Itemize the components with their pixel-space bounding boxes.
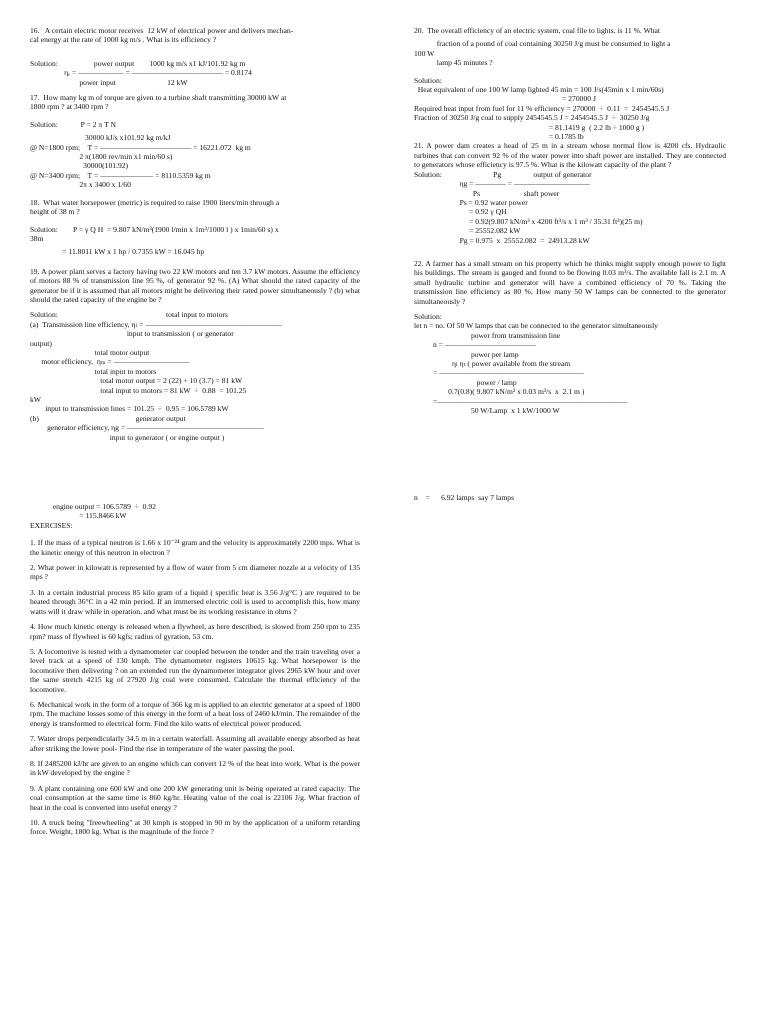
text-line: Required heat input from fuel for 11 % efficiency = 270000 ÷ 0.11 = 2454545.5 J <box>414 103 670 113</box>
solution-20 <box>414 76 726 142</box>
text-line: = 270000 J <box>414 94 596 104</box>
text-line: Solution: total input to motors <box>30 310 228 320</box>
text-line: 17. How many kg m of torque are given to a turbine shaft transmitting 30000 kW at <box>30 93 287 103</box>
text-line: ηₗ ηₜ ( power available from the stream <box>414 359 571 368</box>
text-line: fraction of a pound of coal containing 30250 J/g must be consumed to light a <box>414 39 671 49</box>
text-line: input to transmission lines = 101.25 ÷ 0.95 = 106.5789 kW <box>30 404 229 414</box>
exercises-heading: EXERCISES: <box>30 520 73 530</box>
text-line: lamp 45 minutes ? <box>414 58 493 68</box>
text-line: 2 π(1800 rev/min x1 min/60 s) <box>30 152 173 162</box>
text-line: = 0.1785 lb <box>414 132 584 142</box>
text-line: 16. A certain electric motor receives 12 kW of electrical power and delivers mechan- <box>30 26 294 35</box>
problem-17 <box>30 93 360 112</box>
solution-18 <box>30 225 360 257</box>
text-line: power input 12 kW <box>30 77 188 87</box>
solution-21 <box>414 170 726 245</box>
exercise-item: 4. How much kinetic energy is released when a flywheel, as here described, is slowed from 250 rpm to 235 rpm? mass of flywheel is 60 kgfs; radius of gyration, 53 cm. <box>30 622 360 641</box>
exercise-item: 5. A locomotive is tested with a dynamometer car coupled between the tender and the train traveling over a level track at a speed of 130 kmph. The dynamometer registers 10615 kg. What horsepower is the locomotive then delivering ? on an extended run the dynamometer integrator gives 2965 kW hour and over the same stretch 4215 kg of 27920 J/g coal were consumed. Calculate the thermal efficiency of the locomotive. <box>30 646 360 694</box>
solution-22 <box>414 312 726 415</box>
text-line: total input to motors = 81 kW ÷ 0.88 = 101.25 <box>30 385 247 395</box>
text-line: 30000 kJ/s x101.92 kg m/kJ <box>30 133 171 143</box>
text-line: = 0.92 γ QH <box>414 207 507 217</box>
text-line: Solution: P = 2 π T N <box>30 119 116 129</box>
exercise-item: 8. If 2485200 kJ/hr are given to an engine which can convert 12 % of the heat into work. What is the power in kW developed by the engine ? <box>30 758 360 778</box>
text-line: engine output = 106.5789 ÷ 0.92 <box>30 502 156 512</box>
solution-16 <box>30 59 360 87</box>
text-line: Solution: P = γ Q H = 9.807 kN/m³(1900 l/min x 1m³/1000 l ) x 1min/60 s) x <box>30 224 279 234</box>
text-line: @ N=3400 rpm; T = ――――――― = 8110.5359 kg m <box>30 170 211 180</box>
right-column <box>414 26 726 503</box>
text-line: power / lamp <box>414 377 517 387</box>
problem-21: 21. A power dam creates a head of 25 m in a stream whose normal flow is 4200 cfs. Hydraulic turbines that can convert 92 % of the water power into shaft power are installed. They are connected to generators whose efficiency is 97.5 %. What is the kilowatt capacity of the plant ? <box>414 141 726 170</box>
problem-20 <box>414 26 726 68</box>
text-line: total motor output = 2 (22) + 10 (3.7) = 81 kW <box>30 376 243 386</box>
text-line: n = ―――――――――――― <box>414 340 536 350</box>
text-line: Ps shaft power <box>414 188 560 198</box>
text-line: total motor output <box>30 347 150 357</box>
problem-18 <box>30 198 360 217</box>
text-line: = 11.8011 kW x 1 hp / 0.7355 kW = 16.045 hp <box>30 247 205 257</box>
text-line: Solution: Pg output of generator <box>414 169 592 179</box>
problem-22: 22. A farmer has a small stream on his property which he thinks might supply enough power to light his buildings. The stream is gauged and found to be flowing 0.03 m³/s. The available fall is 2.1 m. A small hydraulic turbine and generator will have a combined efficiency of 70 %. Taking the transmission line efficiency as 80 %, How many 50 W lamps can be connected to the generator simultaneously ? <box>414 258 726 306</box>
text-line: motor efficiency, ηₘ = ―――――――――― <box>30 357 190 367</box>
text-line: = 25552.082 kW <box>414 226 521 236</box>
text-line: (b) generator output <box>30 413 186 423</box>
problem-19: 19. A power plant serves a factory having two 22 kW motors and ten 3.7 kW motors. Assume the efficiency of motors 88 % of transmission line 95 %, of generator 92 %. (A) What should the rated capacity of the generator be if it is assumed that all motors might be delivering their rated power simultaneously ? (b) what should the rated capacity of the engine be ? <box>30 266 360 304</box>
text-line: 1800 rpm ? at 3400 rpm ? <box>30 102 109 112</box>
text-line: Solution: power output 1000 kg m/s x1 kJ/101.92 kg m <box>30 58 246 68</box>
exercise-item: 6. Mechanical work in the form of a torque of 366 kg m is applied to an electric generator at a speed of 1800 rpm. The machine losses some of this energy in the form of a heat loss of 2460 kJ/min. The remainder of the energy is transformed to electrical form. Find the kilo watts of electrical power produced. <box>30 699 360 728</box>
text-line: power from transmission line <box>414 330 561 340</box>
text-line: 50 W/Lamp x 1 kW/1000 W <box>414 406 560 416</box>
text-line: Solution: <box>414 311 442 321</box>
exercise-item: 10. A truck being "freewheeling" at 30 kmph is stopped in 90 m by the application of a uniform retarding force. Weight, 1800 kg. What is the magnitude of the force ? <box>30 818 360 837</box>
text-line: generator efficiency, ηg = ―――――――――――――――――― <box>30 423 264 433</box>
text-line: = 0.92(9.807 kN/m³ x 4200 ft³/s x 1 m³ / 35.31 ft³)(25 m) <box>414 216 643 226</box>
text-line: ηg = ―――― = ―――――――――― <box>414 179 590 189</box>
text-line: total input to motors <box>30 366 157 376</box>
text-line: ηₑ = ―――――― = ―――――――――――― = 0.8174 <box>30 68 252 78</box>
text-line: @ N=1800 rpm; T = ―――――――――――― = 16221.072 kg m <box>30 142 251 152</box>
text-line: output) <box>30 338 52 348</box>
text-line: power per lamp <box>414 349 519 359</box>
text-line: = 81.1419 g ( 2.2 lb ÷ 1000 g ) <box>414 122 645 132</box>
text-line: = ――――――――――――――――――― <box>414 368 584 378</box>
text-line: Ps = 0.92 water power <box>414 197 528 207</box>
exercise-item: 7. Water drops perpendicularly 34.5 m in a certain waterfall. Assuming all available energy absorbed as heat after striking the lower pool- Find the rise in temperature of the water passing the pool. <box>30 734 360 753</box>
solution-19 <box>30 310 360 442</box>
exercise-item: 1. If the mass of a typical neutron is 1.66 x 10⁻²⁴ gram and the velocity is approximately 2200 mps. What is the kinetic energy of this neutron in electron ? <box>30 538 360 557</box>
final-answer: n = 6.92 lamps say 7 lamps <box>414 493 515 503</box>
text-line: 38m <box>30 233 44 243</box>
text-line: (a) Transmission line efficiency, ηₗ = ―――――――――――――――――― <box>30 319 283 329</box>
text-line: cal energy at the rate of 1000 kg m/s . What is its efficiency ? <box>30 35 217 45</box>
text-line: 2π x 3400 x 1/60 <box>30 180 131 190</box>
text-line: Solution: <box>414 75 442 85</box>
exercise-item: 2. What power in kilowatt is represented by a flow of water from 5 cm diameter nozzle at a velocity of 135 mps ? <box>30 563 360 582</box>
text-line: input to generator ( or engine output ) <box>30 432 225 442</box>
text-line: 18. What water horsepower (metric) is required to raise 1900 liters/min through a <box>30 197 280 207</box>
text-line: height of 38 m ? <box>30 207 80 217</box>
text-line: kW <box>30 395 41 404</box>
exercises-list <box>30 538 360 837</box>
text-line: 0.7(0.8)( 9.807 kN/m³ x 0.03 m³/s x 2.1 m ) <box>414 387 585 397</box>
text-line: 30000(101.92) <box>30 161 129 171</box>
solution-17 <box>30 120 360 190</box>
text-line: = 115.8466 kW <box>30 511 127 521</box>
text-line: Heat equivalent of one 100 W lamp lighted 45 min = 100 J/s(45min x 1 min/60s) <box>414 85 664 95</box>
engine-output <box>30 502 360 521</box>
exercise-item: 9. A plant containing one 600 kW and one 200 kW generating unit is being operated at rated capacity. The coal consumption at the same time is 860 kg/hr. Heating value of the coal is 22106 J/g. What fraction of heat in the coal is converted into useful energy ? <box>30 783 360 812</box>
text-line: Pg = 0.975 x 25552.082 = 24913.28 kW <box>414 235 590 245</box>
text-line: let n = no. Of 50 W lamps that can be connected to the generator simultaneously <box>414 321 658 331</box>
exercise-item: 3. In a certain industrial process 85 kilo gram of a liquid ( specific heat is 3.56 J/g°C ) are required to be heated through 36°C in a 42 min period. If an immersed electric coil is used to accomplish this, how many watts will it draw while in operation, and what must be its working resistance in ohms ? <box>30 587 360 616</box>
left-column <box>30 26 360 843</box>
text-line: input to transmission ( or generator <box>30 329 234 339</box>
text-line: 20. The overall efficiency of an electric system, coal file to lights, is 11 %. What <box>414 26 661 35</box>
text-line: =――――――――――――――――――――――――― <box>414 396 628 406</box>
text-line: 100 W <box>414 48 435 58</box>
problem-16 <box>30 26 360 45</box>
text-line: Fraction of 30250 J/g coal to supply 2454545.5 J = 2454545.5 J ÷ 30250 J/g <box>414 113 650 123</box>
